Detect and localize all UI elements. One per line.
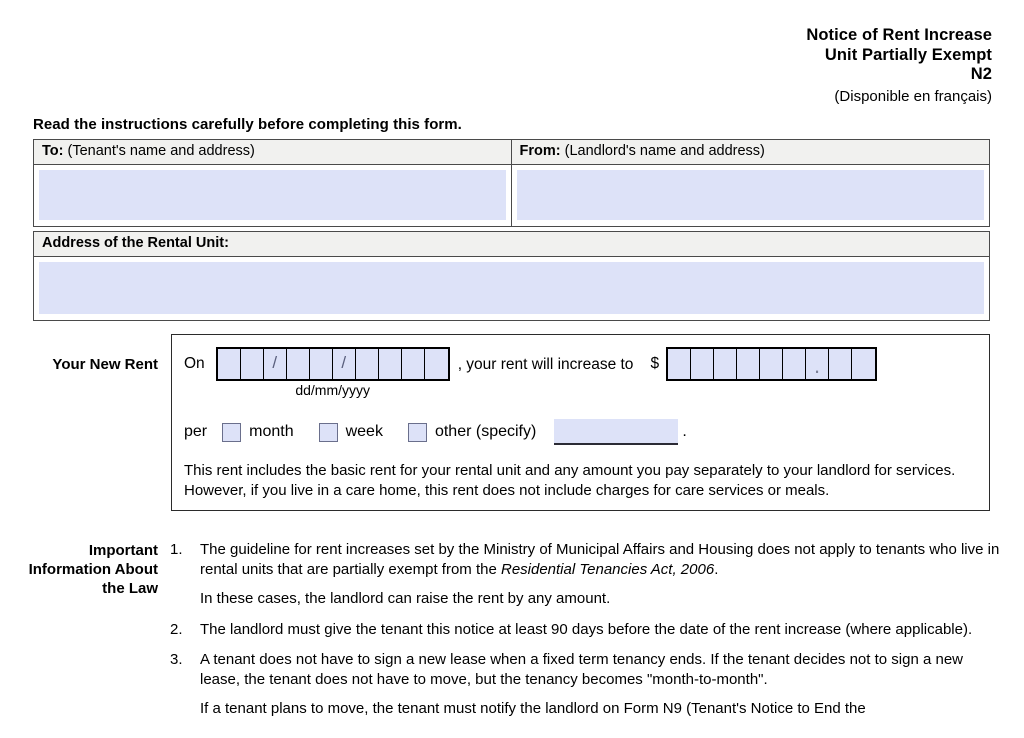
rent-date-amount-row (184, 347, 977, 398)
decimal-point: · (813, 358, 821, 383)
date-cell-4[interactable] (287, 349, 310, 379)
other-specify-input[interactable] (554, 419, 678, 445)
date-separator-slash: / (341, 353, 347, 372)
your-new-rent-label: Your New Rent (52, 356, 158, 373)
date-cell-10[interactable] (425, 349, 448, 379)
amount-cell-5[interactable] (760, 349, 783, 379)
info-item-number: 3. (170, 651, 183, 668)
from-hint: (Landlord's name and address) (564, 143, 765, 159)
rental-unit-input[interactable] (39, 262, 984, 314)
trailing-period: . (682, 423, 687, 440)
date-cell-2[interactable] (241, 349, 264, 379)
from-field-wrap (512, 165, 990, 226)
info-item-paragraph: In these cases, the landlord can raise the rent by any amount. (200, 590, 611, 607)
info-item-number: 2. (170, 620, 183, 638)
info-item-paragraph: The guideline for rent increases set by the Ministry of Municipal Affairs and Housing does not apply to tenants who live in rental units that are partially exempt from the Residential Tenancies Act, 2006. (200, 541, 1000, 578)
rental-unit-label: Address of the Rental Unit: (42, 235, 229, 251)
date-cell-5[interactable] (310, 349, 333, 379)
amount-cell-6[interactable] (783, 349, 806, 379)
date-cell-3[interactable] (264, 349, 287, 379)
amount-cell-7[interactable] (806, 349, 829, 383)
info-item-body (200, 620, 1003, 640)
date-cell-7[interactable] (356, 349, 379, 379)
label-week: week (345, 423, 383, 440)
amount-cell-9[interactable] (852, 349, 875, 379)
date-format-hint: dd/mm/yyyy (295, 382, 371, 398)
info-item-paragraph: A tenant does not have to sign a new lease when a fixed term tenancy ends. If the tenant decides not to sign a new lease, the tenant does not have to move, but the tenancy becomes "month-to-month". (200, 651, 964, 688)
info-list-item (170, 540, 1003, 609)
from-label: From: (519, 143, 561, 159)
info-item-paragraph: The landlord must give the tenant this notice at least 90 days before the date of the rent increase (where applicable). (200, 620, 973, 638)
label-other: other (specify) (434, 423, 537, 440)
read-instructions-notice: Read the instructions carefully before completing this form. (33, 116, 462, 133)
from-column (512, 140, 990, 226)
checkbox-other[interactable] (408, 423, 427, 442)
per-word: per (184, 423, 208, 440)
date-separator-slash: / (272, 353, 278, 372)
amount-cell-3[interactable] (714, 349, 737, 379)
rent-inclusion-note: This rent includes the basic rent for your rental unit and any amount you pay separately to your landlord for services. However, if you live in a care home, this rent does not include charges for care services or meals. (184, 462, 956, 499)
rental-unit-field-wrap (34, 257, 989, 320)
form-code: N2 (970, 65, 992, 83)
info-item-paragraph: If a tenant plans to move, the tenant must notify the landlord on Form N9 (Tenant's Notice to End the (200, 700, 866, 717)
your-new-rent-box (171, 334, 990, 511)
info-list-item (170, 620, 1003, 640)
new-rent-amount-group (666, 347, 877, 381)
rent-period-row (184, 419, 977, 445)
info-item-body (200, 540, 1003, 609)
important-information-label-text: Important Information About the Law (28, 542, 158, 597)
amount-cell-4[interactable] (737, 349, 760, 379)
form-title-line-1: Notice of Rent Increase (806, 26, 992, 44)
amount-cell-1[interactable] (668, 349, 691, 379)
currency-symbol: $ (650, 355, 660, 372)
info-item-number: 1. (170, 541, 183, 558)
to-from-header-row (34, 140, 989, 226)
to-field-wrap (34, 165, 511, 226)
date-cell-6[interactable] (333, 349, 356, 379)
amount-cell-2[interactable] (691, 349, 714, 379)
amount-cell-8[interactable] (829, 349, 852, 379)
to-column (34, 140, 512, 226)
on-word: On (184, 355, 205, 372)
document-header (806, 26, 992, 107)
to-hint: (Tenant's name and address) (67, 143, 255, 159)
to-from-table (33, 139, 990, 227)
checkbox-month[interactable] (222, 423, 241, 442)
label-month: month (249, 423, 294, 440)
to-label: To: (42, 143, 64, 159)
french-availability-note: (Disponible en français) (834, 87, 992, 105)
new-rent-amount-cells[interactable] (666, 347, 877, 381)
date-cell-1[interactable] (218, 349, 241, 379)
important-information-label (14, 541, 158, 598)
increase-date-cells[interactable] (216, 347, 450, 381)
important-information-list (170, 540, 1003, 730)
to-input[interactable] (39, 170, 506, 220)
increase-date-group (216, 347, 450, 398)
form-title-line-2: Unit Partially Exempt (824, 45, 992, 64)
rental-unit-label-band (34, 232, 989, 257)
statute-citation: Residential Tenancies Act, 2006 (500, 560, 715, 578)
from-input[interactable] (517, 170, 985, 220)
date-cell-9[interactable] (402, 349, 425, 379)
to-label-band (34, 140, 511, 165)
from-label-band (512, 140, 990, 165)
rent-increase-phrase: , your rent will increase to (457, 356, 634, 373)
info-item-body (200, 650, 1003, 719)
rental-unit-table (33, 231, 990, 321)
checkbox-week[interactable] (319, 423, 338, 442)
date-cell-8[interactable] (379, 349, 402, 379)
info-list-item (170, 650, 1003, 719)
